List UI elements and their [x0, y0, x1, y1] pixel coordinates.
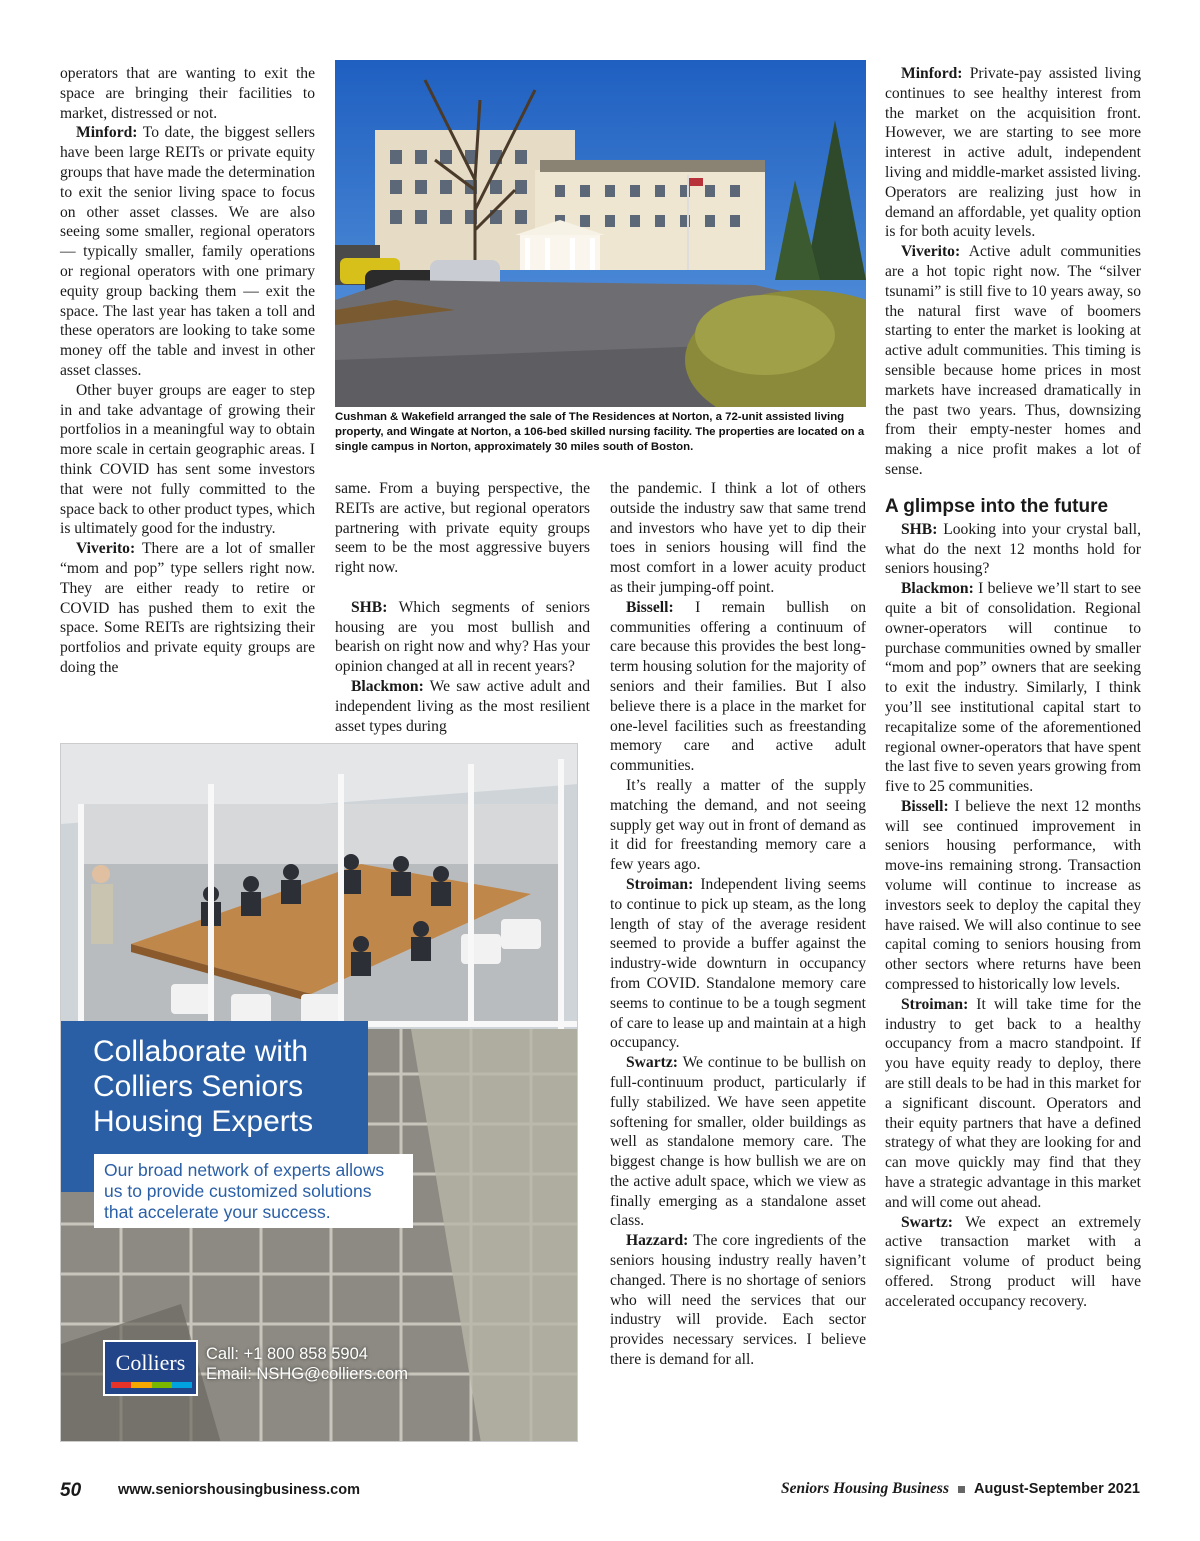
speaker-name: Blackmon:: [901, 580, 974, 598]
paragraph: [335, 598, 590, 677]
paragraph-text: We expect an extremely active transaction market with a significant volume of product being offered. Strong product will have accelerated occupancy recovery.: [885, 1213, 1141, 1310]
footer-url[interactable]: www.seniorshousingbusiness.com: [118, 1482, 360, 1498]
paragraph-text: Looking into your crystal ball, what do the next 12 months hold for seniors housing?: [885, 520, 1141, 578]
article-column-1: [60, 64, 315, 678]
speaker-name: Swartz:: [901, 1213, 953, 1231]
speaker-name: Bissell:: [626, 598, 674, 616]
speaker-name: Blackmon:: [351, 677, 424, 695]
paragraph: [60, 539, 315, 678]
speaker-name: Stroiman:: [901, 995, 969, 1013]
paragraph-text: Independent living seems to continue to pick up steam, as the long length of stay of the average resident seemed to provide a buffer against the industry-wide downturn in occupancy from COVID. Standalone memory care seems to continue to be a tough segment of care to lease up and maintain at a high occupancy.: [610, 875, 866, 1052]
speaker-name: SHB:: [351, 598, 388, 616]
paragraph: [610, 1053, 866, 1231]
paragraph-text: There are a lot of smaller “mom and pop” type sellers right now. They are either ready to retire or COVID has pushed them to exit the space. Some REITs are rightsizing their portfolios and private equity groups are doing the: [60, 540, 315, 676]
speaker-name: Swartz:: [626, 1054, 678, 1072]
ad-phone[interactable]: Call: +1 800 858 5904: [206, 1345, 368, 1363]
ad-body-box: [94, 1154, 413, 1228]
paragraph: same. From a buying perspective, the REITs are active, but regional operators partnering with private equity groups seem to be the most aggressive buyers right now.: [335, 480, 590, 577]
ad-contact: [206, 1344, 408, 1384]
paragraph: [610, 598, 866, 776]
paragraph: [610, 875, 866, 1053]
paragraph: [610, 1231, 866, 1370]
paragraph-text: Active adult communities are a hot topic right now. The “silver tsunami” is still five to 10 years away, so the natural first wave of boomers starting to enter the market is looking at active adult communities. This timing is sensible because home prices in most markets have increased dramatically in the past two years. Thus, downsizing from their empty-nester homes and making a nice profit makes a lot of sense.: [885, 243, 1141, 478]
paragraph: [885, 64, 1141, 242]
paragraph: [885, 1213, 1141, 1312]
logo-stripes: [111, 1382, 192, 1388]
paragraph-text: To date, the biggest sellers have been large REITs or private equity groups that have made the determination to exit the senior living space to focus on other asset classes. We are also seeing some smaller, regional operators — typically smaller, family operations or regional operators with one primary equity group backing them — exit the space. The last year has taken a toll and these operators are looking to take some money off the table and invest in other asset classes.: [60, 124, 315, 379]
paragraph-text: We saw active adult and independent living as the most resilient asset types during: [335, 677, 590, 735]
ad-headline: Collaborate with Colliers Seniors Housing Experts: [93, 1035, 314, 1138]
paragraph-text: I believe the next 12 months will see continued improvement in seniors housing performance, with move-ins remaining strong. Transaction volume will continue to increase as investors seek to deploy the capital they have raised. We will also continue to see capital coming to seniors housing from other sectors where returns have been compressed to historically low levels.: [885, 797, 1141, 994]
paragraph-text: We continue to be bullish on full-continuum product, particularly if fully stabilized. We have seen appetite softening for smaller, older buildings as well as standalone memory care. The biggest change is how bullish we are on the active adult space, which we view as finally emerging as a standalone asset class.: [610, 1054, 866, 1230]
colliers-advertisement[interactable]: [60, 743, 578, 1442]
article-column-3: [610, 479, 866, 1370]
paragraph: [335, 677, 590, 736]
speaker-name: SHB:: [901, 520, 938, 538]
paragraph: [60, 123, 315, 380]
logo-wordmark: Colliers: [115, 1350, 186, 1375]
page-number: 50: [60, 1480, 82, 1501]
publication-name: Seniors Housing Business: [781, 1480, 949, 1497]
issue-date: August-September 2021: [974, 1481, 1140, 1497]
paragraph: operators that are wanting to exit the space are bringing their facilities to market, distressed or not.: [60, 65, 315, 122]
speaker-name: Minford:: [901, 65, 963, 82]
paragraph: [885, 579, 1141, 797]
paragraph: the pandemic. I think a lot of others outside the industry saw that same trend and investors who have yet to dip their toes in seniors housing will find the most comfort in a lower acuity product as their jumping-off point.: [610, 480, 866, 596]
paragraph-text: It will take time for the industry to get back to a healthy occupancy from a macro standpoint. If you have equity ready to deploy, there are still deals to be had in this market for a significant discount. Operators and their equity partners that have a defined strategy of what they are looking for and can move quickly may find that they have a strategic advantage in this market and will come out ahead.: [885, 995, 1141, 1211]
speaker-name: Viverito:: [901, 243, 961, 261]
speaker-name: Viverito:: [76, 540, 136, 558]
separator-square-icon: [958, 1486, 965, 1493]
paragraph: [885, 242, 1141, 480]
article-column-2: [335, 479, 590, 736]
paragraph: [885, 520, 1141, 579]
paragraph-text: Private-pay assisted living continues to see healthy interest from the market on the acquisition front. However, we are starting to see more interest in active adult, independent living and middle-market assisted living. Operators are realizing just how in demand an affordable, yet quality option is for both acuity levels.: [885, 65, 1141, 241]
paragraph: [885, 995, 1141, 1213]
paragraph: Other buyer groups are eager to step in and take advantage of growing their portfolios in a meaningful way to obtain more scale in certain geographic areas. I think COVID has sent some investors that were not fully committed to the space back to other product types, which is ultimately good for the industry.: [60, 381, 315, 538]
section-subheading: A glimpse into the future: [885, 495, 1109, 517]
ad-body-text: Our broad network of experts allows us to provide customized solutions that accelerate your success.: [104, 1160, 385, 1222]
speaker-name: Hazzard:: [626, 1232, 689, 1250]
building-photo: [335, 60, 866, 407]
speaker-name: Minford:: [76, 124, 138, 142]
ad-email[interactable]: Email: NSHG@colliers.com: [206, 1365, 408, 1383]
speaker-name: Bissell:: [901, 797, 949, 815]
footer-publication-info: [781, 1480, 1140, 1498]
speaker-name: Stroiman:: [626, 875, 694, 893]
paragraph-text: The core ingredients of the seniors housing industry really haven’t changed. There is no shortage of seniors who will need the services that our industry will provide. Each sector provides necessary services. I believe there is demand for all.: [610, 1232, 866, 1369]
colliers-logo: [103, 1340, 198, 1396]
article-column-4: [885, 64, 1141, 1312]
paragraph: It’s really a matter of the supply matching the demand, and not seeing supply get way out in front of demand as it did for freestanding memory care a few years ago.: [610, 776, 866, 874]
paragraph-text: I believe we’ll start to see quite a bit of consolidation. Regional owner-operators will continue to purchase communities owned by smaller “mom and pop” owners that are seeking to exit the industry. Similarly, I think you’ll see institutional capital start to recapitalize some of the aforementioned regional owner-operators that have spent the last five to seven years growing from five to 25 communities.: [885, 580, 1141, 796]
photo-caption: Cushman & Wakefield arranged the sale of The Residences at Norton, a 72-unit assisted living property, and Wingate at Norton, a 106-bed skilled nursing facility. The properties are located on a single campus in Norton, approximately 30 miles south of Boston.: [335, 411, 865, 453]
paragraph-text: Which segments of seniors housing are you most bullish and bearish on right now and why? Has your opinion changed at all in recent years?: [335, 598, 590, 676]
paragraph-text: I remain bullish on communities offering a continuum of care because this provides the best long-term housing solution for the majority of seniors and their families. But I also believe there is a place in the market for one-level facilities such as freestanding memory care and active adult communities.: [610, 598, 866, 775]
paragraph: [885, 797, 1141, 995]
